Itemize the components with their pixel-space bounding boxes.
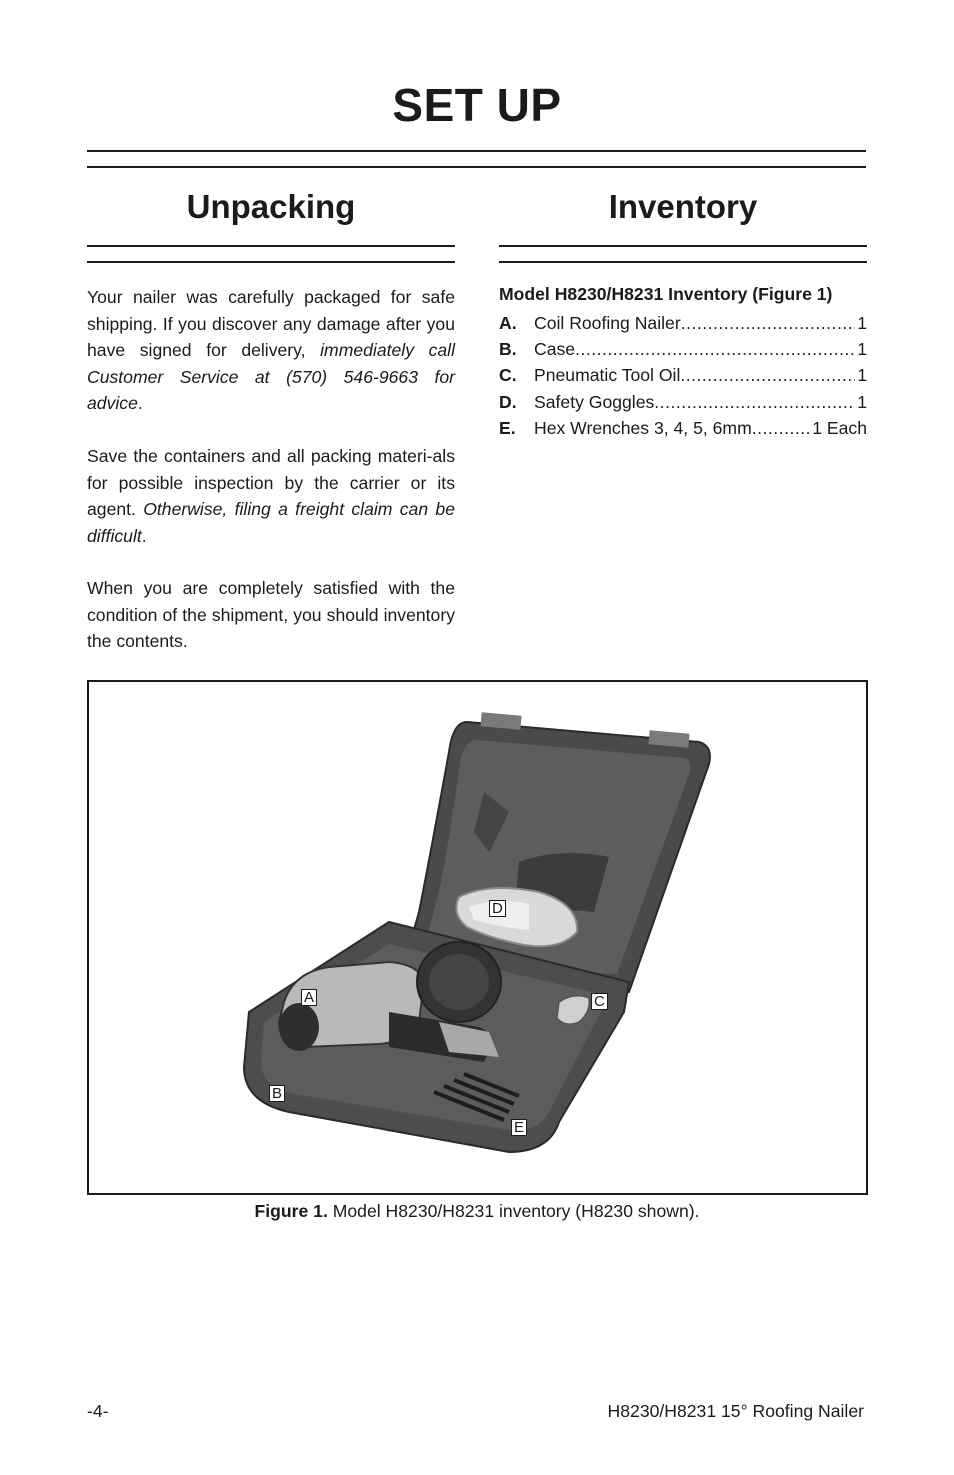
leader-dots <box>681 310 856 336</box>
inventory-item-qty: 1 Each <box>812 418 867 438</box>
inventory-heading: Inventory <box>608 188 758 225</box>
title-rule-bottom <box>87 166 866 168</box>
unpacking-paragraph-1: Your nailer was carefully packaged for safe shipping. If you discover any damage after you have signed for delivery, immediately call Customer Service at (570) 546-9663 for advice. <box>87 287 455 413</box>
figure-caption <box>0 1201 954 1222</box>
page-title: SET UP <box>392 79 562 131</box>
nailer-case-illustration <box>89 682 866 1193</box>
inventory-item-name: Coil Roofing Nailer <box>534 313 681 333</box>
unpacking-paragraph-3: When you are completely satisfied with the condition of the shipment, you should inventory the contents. <box>87 578 455 651</box>
callout-e-label: E <box>511 1119 527 1136</box>
unpacking-rule-bottom <box>87 261 455 263</box>
footer-product-name: H8230/H8231 15° Roofing Nailer <box>607 1401 864 1421</box>
unpacking-paragraph-2: Save the containers and all packing materi-als for possible inspection by the carrier or its agent. Otherwise, filing a freight claim can be difficult. <box>87 446 455 546</box>
inventory-item-letter: C. <box>499 365 517 385</box>
callout-d-label: D <box>489 900 506 917</box>
leader-dots <box>752 415 810 441</box>
inventory-item-letter: E. <box>499 418 516 438</box>
unpacking-rule-top <box>87 245 455 247</box>
inventory-item-qty: 1 <box>857 339 867 359</box>
inventory-item-d <box>499 389 867 415</box>
leader-dots <box>680 362 855 388</box>
leader-dots <box>654 389 855 415</box>
page-number: -4- <box>87 1401 109 1421</box>
inventory-item-b <box>499 336 867 362</box>
inventory-item-qty: 1 <box>857 365 867 385</box>
inventory-item-c <box>499 362 867 388</box>
inventory-item-e <box>499 415 867 441</box>
inventory-rule-top <box>499 245 867 247</box>
inventory-item-qty: 1 <box>857 313 867 333</box>
inventory-list-heading: Model H8230/H8231 Inventory (Figure 1) <box>499 284 833 304</box>
title-rule-top <box>87 150 866 152</box>
inventory-item-name: Pneumatic Tool Oil <box>534 365 681 385</box>
callout-a-label: A <box>301 989 317 1006</box>
inventory-item-name: Safety Goggles <box>534 392 655 412</box>
inventory-item-qty: 1 <box>857 392 867 412</box>
figure-1-frame <box>87 680 868 1195</box>
inventory-rule-bottom <box>499 261 867 263</box>
unpacking-heading: Unpacking <box>186 188 356 225</box>
inventory-item-letter: D. <box>499 392 517 412</box>
inventory-item-name: Case <box>534 339 576 359</box>
figure-caption-label: Figure 1. <box>254 1201 328 1221</box>
callout-c-label: C <box>591 993 608 1010</box>
inventory-item-a <box>499 310 867 336</box>
leader-dots <box>575 336 855 362</box>
figure-caption-text: Model H8230/H8231 inventory (H8230 shown). <box>327 1201 700 1221</box>
inventory-item-letter: B. <box>499 339 517 359</box>
callout-b-label: B <box>269 1085 285 1102</box>
inventory-item-name: Hex Wrenches 3, 4, 5, 6mm <box>534 418 752 438</box>
inventory-item-letter: A. <box>499 313 517 333</box>
